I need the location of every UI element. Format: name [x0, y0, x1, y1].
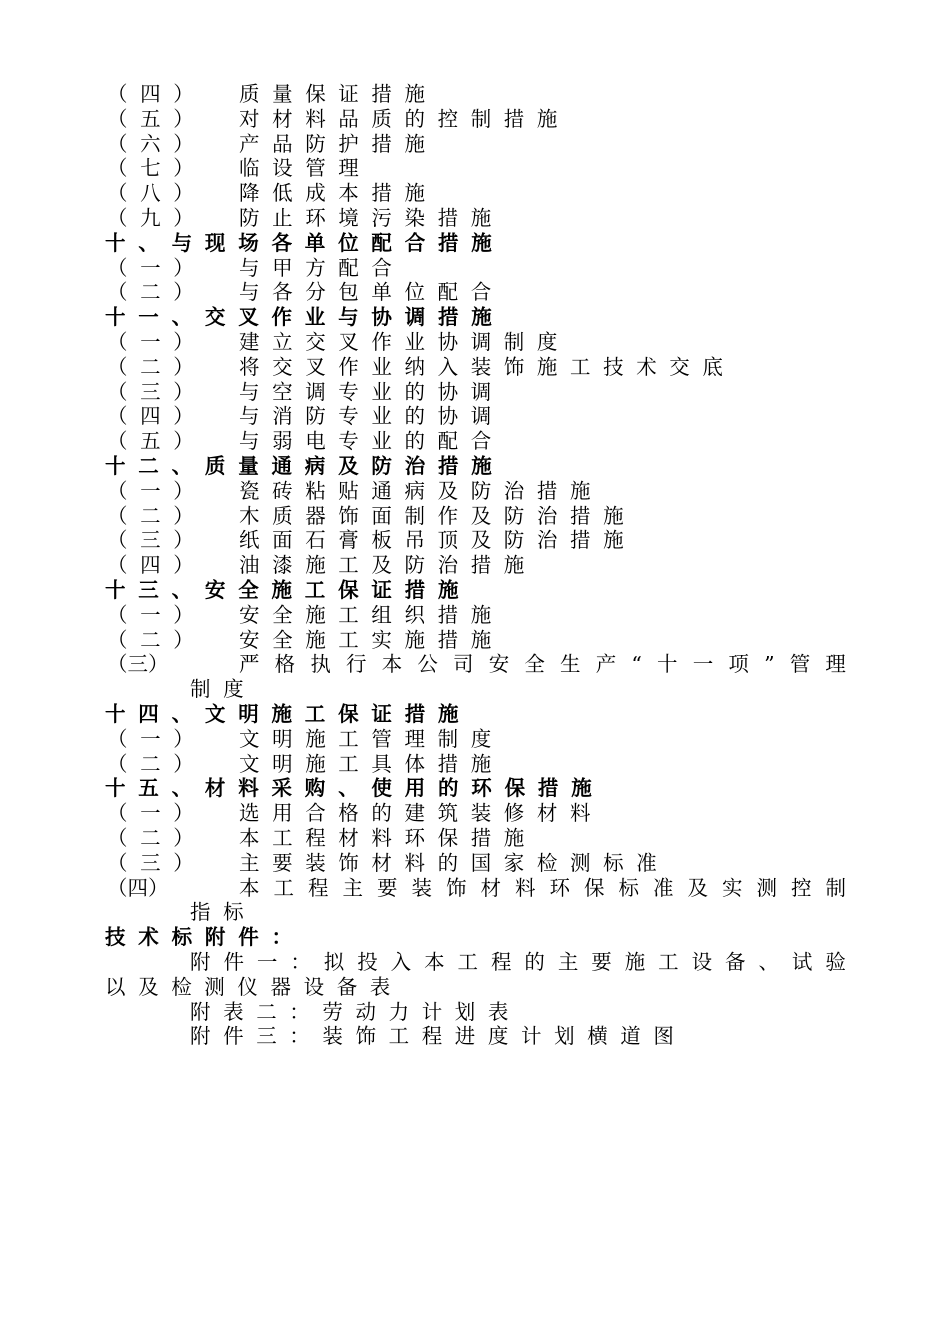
toc-item-text: 主要装饰材料的国家检测标准: [239, 850, 670, 875]
toc-item-number: （一）: [107, 602, 207, 627]
appendix-item: 附 件 一 ： 拟 投 入 本 工 程 的 主 要 施 工 设 备 、 试 验: [190, 950, 846, 974]
toc-item-text: 严 格 执 行 本 公 司 安 全 生 产 “ 十 一 项 ” 管 理: [239, 652, 846, 677]
toc-item-text: 本工程材料环保措施: [239, 826, 537, 850]
toc-item-continuation: 指标: [190, 900, 257, 925]
toc-item-text: 质量保证措施: [239, 82, 438, 106]
toc-item-text: 与甲方配合: [239, 255, 405, 280]
toc-item-continuation: 制度: [190, 677, 257, 702]
toc-item-text: 纸面石膏板吊顶及防治措施: [239, 528, 637, 553]
toc-item-text: 瓷砖粘贴通病及防治措施: [239, 478, 604, 503]
toc-item-text: 防止环境污染措施: [239, 206, 504, 230]
toc-section-heading: 十一、交叉作业与协调措施: [105, 305, 505, 330]
toc-item-number: （五）: [107, 429, 207, 454]
toc-item-text: 降低成本措施: [239, 181, 438, 206]
appendix-item: 附件三：装饰工程进度计划横道图: [190, 1024, 687, 1049]
toc-item-text: 与弱电专业的配合: [239, 429, 504, 454]
toc-item-number: （二）: [107, 826, 207, 850]
toc-item-number: （一）: [107, 726, 207, 751]
toc-item-number: （一）: [107, 330, 207, 354]
toc-item-text: 选用合格的建筑装修材料: [239, 801, 604, 826]
toc-item-number: （一）: [107, 801, 207, 826]
toc-item-number: （二）: [107, 751, 207, 776]
toc-item-text: 产品防护措施: [239, 131, 438, 156]
toc-item-number: （四）: [107, 875, 169, 900]
toc-item-number: （六）: [107, 131, 207, 156]
toc-item-text: 建立交叉作业协调制度: [239, 330, 570, 354]
appendix-item: 附表二：劳动力计划表: [190, 999, 521, 1024]
toc-item-text: 油漆施工及防治措施: [239, 553, 537, 578]
toc-item-number: （二）: [107, 354, 207, 379]
toc-item-text: 临设管理: [239, 156, 372, 181]
toc-item-number: （四）: [107, 404, 207, 429]
toc-section-heading: 十二、质量通病及防治措施: [105, 454, 505, 478]
toc-section-heading: 十、与现场各单位配合措施: [105, 230, 505, 255]
toc-item-number: （四）: [107, 553, 207, 578]
toc-item-number: （四）: [107, 82, 207, 106]
toc-item-text: 对材料品质的控制措施: [239, 106, 570, 131]
toc-item-number: （九）: [107, 206, 207, 230]
toc-item-number: （二）: [107, 503, 207, 528]
toc-item-text: 与空调专业的协调: [239, 379, 504, 404]
toc-item-number: （三）: [107, 528, 207, 553]
toc-section-heading: 十五、材料采购、使用的环保措施: [105, 776, 605, 801]
toc-item-number: （五）: [107, 106, 207, 131]
appendix-item-continuation: 以及检测仪器设备表: [105, 974, 403, 999]
toc-item-number: （三）: [107, 652, 169, 677]
toc-item-text: 文明施工具体措施: [239, 751, 504, 776]
toc-item-text: 将交叉作业纳入装饰施工技术交底: [239, 354, 736, 379]
toc-item-number: （三）: [107, 850, 207, 875]
toc-section-heading: 十四、文明施工保证措施: [105, 702, 472, 726]
toc-item-text: 文明施工管理制度: [239, 726, 504, 751]
toc-item-number: （一）: [107, 478, 207, 503]
toc-item-text: 木质器饰面制作及防治措施: [239, 503, 637, 528]
toc-item-number: （一）: [107, 255, 207, 280]
toc-section-heading: 十三、安全施工保证措施: [105, 578, 472, 602]
toc-item-number: （二）: [107, 627, 207, 652]
toc-item-text: 与消防专业的协调: [239, 404, 504, 429]
toc-item-number: （二）: [107, 280, 207, 305]
toc-item-text: 本 工 程 主 要 装 饰 材 料 环 保 标 准 及 实 测 控 制: [239, 875, 846, 900]
toc-item-number: （八）: [107, 181, 207, 206]
appendix-heading: 技术标附件：: [105, 925, 305, 950]
toc-item-text: 安全施工实施措施: [239, 627, 504, 652]
toc-item-text: 与各分包单位配合: [239, 280, 504, 305]
toc-item-text: 安全施工组织措施: [239, 602, 504, 627]
toc-item-number: （三）: [107, 379, 207, 404]
toc-item-number: （七）: [107, 156, 207, 181]
